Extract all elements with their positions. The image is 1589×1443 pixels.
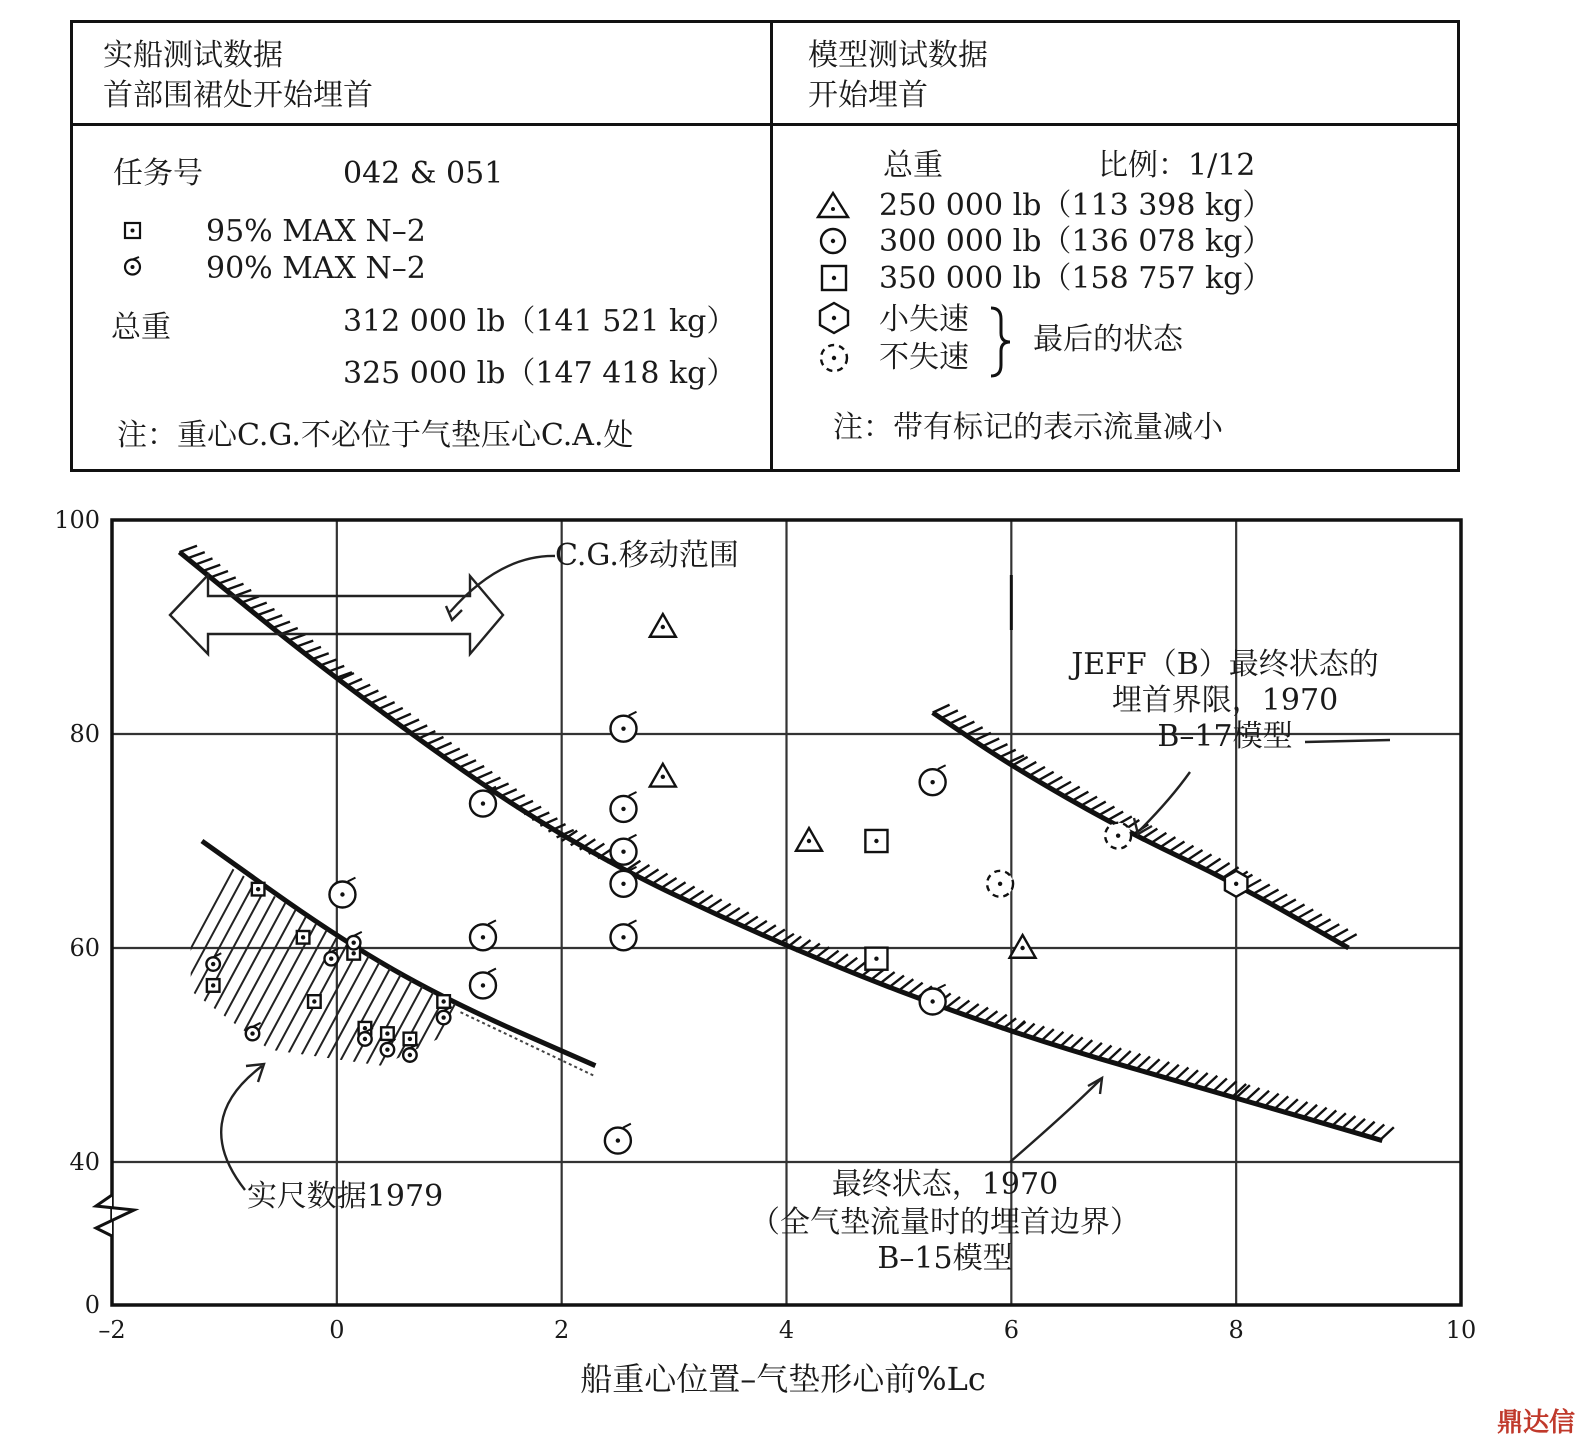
x-tick-label: 8	[1228, 1316, 1244, 1344]
boundary-hatch	[1079, 1040, 1093, 1053]
boundary-hatch	[1340, 934, 1356, 943]
left-header-line-1: 实船测试数据	[103, 38, 283, 73]
boundary-hatch	[833, 954, 848, 966]
legend-90-label: 90% MAX N–2	[206, 251, 426, 286]
boundary-hatch	[805, 944, 820, 956]
center-dot	[930, 999, 934, 1003]
boundary-hatch	[1275, 1096, 1289, 1109]
boundary-hatch	[361, 690, 378, 697]
hexagon-marker	[1225, 871, 1248, 897]
left-note: 注：重心C.G.不必位于气垫压心C.A.处	[117, 418, 634, 453]
left-header-line-2: 首部围裙处开始埋首	[103, 78, 373, 113]
flag-stroke	[488, 969, 496, 973]
circle-marker	[920, 985, 946, 1015]
center-dot	[930, 780, 934, 784]
center-dot	[385, 1047, 389, 1051]
boundary-hatch	[311, 653, 329, 659]
hatch-stroke	[400, 820, 540, 1080]
circle-marker	[610, 712, 636, 742]
boundary-hatch	[241, 596, 259, 602]
boundary-hatch	[459, 760, 476, 767]
boundary-hatch	[1072, 792, 1088, 801]
dashed-circle-marker	[1105, 823, 1131, 849]
flag-stroke	[488, 920, 496, 924]
center-dot	[351, 940, 355, 944]
center-dot	[1020, 946, 1024, 950]
boundary-hatch	[467, 766, 484, 773]
boundary-hatch	[296, 641, 314, 647]
center-dot	[661, 625, 665, 629]
flag-stroke	[629, 835, 637, 839]
center-dot	[441, 1015, 445, 1019]
boundary-hatch	[899, 979, 914, 991]
flag-stroke	[629, 792, 637, 796]
center-dot	[301, 935, 305, 939]
boundary-hatch	[402, 720, 419, 727]
legend-95-label: 95% MAX N–2	[206, 214, 426, 249]
boundary-hatch	[688, 891, 704, 901]
square-dot-marker	[404, 1033, 417, 1046]
center-dot	[256, 887, 260, 891]
center-dot	[481, 983, 485, 987]
triangle-marker	[796, 828, 822, 851]
boundary-hatch	[1187, 850, 1203, 860]
center-dot	[661, 775, 665, 779]
boundary-hatch	[1284, 1099, 1298, 1112]
b17-label-3: B–17模型	[1157, 719, 1293, 754]
square-dot-marker	[437, 995, 450, 1008]
flag-stroke	[938, 765, 946, 769]
square-marker	[865, 830, 887, 852]
cg-range-label: C.G.移动范围	[555, 538, 739, 573]
boundary-hatch	[652, 874, 668, 884]
boundary-hatch	[443, 749, 460, 756]
center-dot	[312, 999, 316, 1003]
center-dot	[621, 850, 625, 854]
boundary-hatch	[303, 647, 321, 653]
left-weight-1: 312 000 lb（141 521 kg）	[343, 304, 737, 339]
boundary-hatch	[1107, 1048, 1121, 1061]
circle-marker	[329, 878, 355, 908]
boundary-hatch	[1088, 1043, 1102, 1056]
flag-stroke	[629, 920, 637, 924]
boundary-hatch	[964, 1004, 979, 1016]
boundary-hatch	[1280, 899, 1296, 908]
circle-marker	[470, 969, 496, 999]
legend-350-label: 350 000 lb（158 757 kg）	[879, 261, 1273, 296]
boundary-hatch	[880, 972, 895, 984]
boundary-hatch	[1194, 1073, 1208, 1086]
boundary-hatch	[824, 951, 839, 963]
b15-label-2: （全气垫流量时的埋首边界）	[750, 1205, 1140, 1240]
boundary-hatch	[475, 772, 492, 779]
right-note: 注：带有标记的表示流量减小	[833, 410, 1223, 445]
square-dot-marker	[297, 931, 310, 944]
circle-flag-marker	[403, 1044, 418, 1062]
legend-300-label: 300 000 lb（136 078 kg）	[879, 224, 1273, 259]
boundary-hatch	[218, 577, 236, 583]
boundary-hatch	[1160, 837, 1176, 847]
boundary-hatch	[386, 708, 403, 715]
center-dot	[408, 1037, 412, 1041]
flag-stroke	[629, 712, 637, 716]
boundary-hatch	[1380, 1127, 1394, 1140]
boundary-hatch	[661, 878, 677, 888]
boundary-hatch	[1223, 1081, 1237, 1094]
left-weight-2: 325 000 lb（147 418 kg）	[343, 356, 737, 391]
full-scale-label: 实尺数据1979	[246, 1179, 444, 1214]
boundary-hatch	[670, 882, 686, 892]
boundary-hatch	[1117, 1051, 1131, 1064]
boundary-hatch	[1332, 929, 1348, 938]
boundary-hatch	[1332, 1113, 1346, 1126]
boundary-hatch	[679, 887, 695, 897]
left-weight-label: 总重	[111, 310, 171, 345]
hatch-stroke	[638, 820, 778, 1080]
boundary-hatch	[1081, 797, 1097, 806]
mission-value: 042 & 051	[343, 156, 504, 191]
hatch-stroke	[624, 820, 764, 1080]
b15-label-1: 最终状态，1970	[831, 1167, 1059, 1202]
center-dot	[408, 1053, 412, 1057]
center-dot	[1116, 833, 1120, 837]
scale-label: 比例：1/12	[1098, 148, 1256, 183]
boundary-hatch	[1156, 1062, 1170, 1075]
boundary-hatch	[991, 744, 1008, 752]
boundary-hatch	[1204, 1076, 1218, 1089]
small-stall-label: 小失速	[879, 302, 969, 337]
hatch-stroke	[652, 820, 792, 1080]
no-stall-label: 不失速	[879, 340, 969, 375]
boundary-hatch	[369, 696, 386, 703]
circle-marker	[610, 792, 636, 822]
boundary-hatch	[410, 725, 427, 732]
boundary-hatch	[1297, 909, 1313, 918]
boundary-hatch	[1029, 767, 1045, 776]
circle-marker	[470, 920, 496, 950]
center-dot	[481, 801, 485, 805]
center-dot	[385, 1031, 389, 1035]
boundary-hatch	[1361, 1122, 1375, 1135]
boundary-hatch	[1246, 1088, 1260, 1101]
circle-marker	[610, 835, 636, 865]
x-tick-label: –2	[98, 1316, 126, 1344]
hatch-stroke	[666, 820, 806, 1080]
boundary-hatch	[742, 917, 758, 927]
square-marker	[865, 948, 887, 970]
hatch-stroke	[568, 820, 708, 1080]
center-dot	[621, 807, 625, 811]
boundary-hatch	[1151, 833, 1167, 843]
circle-marker	[605, 1124, 631, 1154]
boundary-hatch	[1196, 854, 1212, 864]
boundary-hatch	[1055, 782, 1071, 791]
hatch-stroke	[526, 820, 666, 1080]
circle-flag-marker	[206, 953, 221, 971]
right-weight-label: 总重	[883, 148, 943, 183]
boundary-hatch	[1127, 1054, 1141, 1067]
boundary-hatch	[1254, 885, 1270, 894]
boundary-hatch	[769, 930, 785, 940]
boundary-hatch	[1089, 802, 1105, 811]
boundary-hatch	[195, 558, 213, 564]
boundary-hatch	[345, 679, 362, 686]
center-dot	[250, 1031, 254, 1035]
boundary-hatch	[724, 908, 740, 918]
flag-stroke	[253, 1023, 261, 1027]
boundary-hatch	[226, 584, 244, 590]
boundary-hatch	[1069, 1037, 1083, 1050]
center-dot	[340, 892, 344, 896]
boundary-hatch	[949, 716, 966, 724]
boundary-hatch	[1059, 1035, 1073, 1048]
triangle-marker	[650, 764, 676, 787]
boundary-hatch	[933, 705, 950, 713]
boundary-hatch	[1050, 1032, 1064, 1045]
stall-group-label: 最后的状态	[1033, 322, 1183, 357]
center-dot	[621, 726, 625, 730]
circle-flag-marker	[347, 932, 362, 950]
center-dot	[998, 882, 1002, 886]
legend-250-label: 250 000 lb（113 398 kg）	[879, 188, 1273, 223]
boundary-hatch	[1313, 1108, 1327, 1121]
boundary-hatch	[1213, 1079, 1227, 1092]
center-dot	[807, 839, 811, 843]
axis-break-icon	[96, 1195, 134, 1236]
center-dot	[621, 882, 625, 886]
boundary-hatch	[889, 976, 904, 988]
square-dot-marker	[207, 979, 220, 992]
x-tick-label: 0	[329, 1316, 345, 1344]
y-tick-label: 100	[54, 506, 100, 534]
x-tick-label: 6	[1003, 1316, 1019, 1344]
boundary-hatch	[1314, 919, 1330, 928]
center-dot	[874, 957, 878, 961]
boundary-hatch	[1255, 1091, 1269, 1104]
circle-marker	[610, 920, 636, 950]
b17-arrow-icon	[1140, 772, 1190, 830]
center-dot	[211, 962, 215, 966]
triangle-marker	[650, 614, 676, 637]
triangle-marker	[1010, 935, 1036, 958]
boundary-hatch	[1098, 807, 1114, 816]
boundary-hatch	[319, 660, 337, 666]
center-dot	[329, 957, 333, 961]
square-dot-marker	[252, 883, 265, 896]
circle-marker	[920, 765, 946, 795]
boundary-hatch	[179, 546, 197, 552]
y-tick-label: 80	[69, 720, 100, 748]
boundary-hatch	[327, 666, 345, 672]
flag-stroke	[938, 985, 946, 989]
full-scale-arrow-icon	[221, 1066, 262, 1190]
boundary-hatch	[288, 634, 306, 640]
hatch-stroke	[120, 820, 260, 1080]
boundary-hatch	[1037, 772, 1053, 781]
boundary-hatch	[353, 685, 370, 692]
boundary-hatch	[451, 754, 468, 761]
b15-label-3: B–15模型	[877, 1241, 1013, 1276]
boundary-hatch	[715, 904, 731, 914]
boundary-hatch	[508, 795, 525, 802]
boundary-hatch	[1063, 787, 1079, 796]
boundary-hatch	[908, 983, 923, 995]
y-tick-label: 60	[69, 934, 100, 962]
boundary-hatch	[203, 565, 221, 571]
boundary-hatch	[1136, 1057, 1150, 1070]
x-axis-label: 船重心位置–气垫形心前%Lc	[580, 1360, 986, 1398]
b15-arrow-icon	[1010, 1080, 1100, 1162]
center-dot	[481, 935, 485, 939]
boundary-hatch	[500, 789, 517, 796]
boundary-hatch	[973, 1008, 988, 1020]
boundary-hatch	[1205, 859, 1221, 869]
boundary-hatch	[426, 737, 443, 744]
boundary-hatch	[1323, 1110, 1337, 1123]
center-dot	[616, 1138, 620, 1142]
boundary-hatch	[955, 1001, 970, 1013]
b17-label-1: JEFF（B）最终状态的	[1071, 647, 1379, 682]
boundary-hatch	[1342, 1116, 1356, 1129]
b17-label-2: 埋首界限，1970	[1111, 683, 1339, 718]
boundary-hatch	[957, 722, 974, 730]
boundary-hatch	[516, 801, 533, 808]
boundary-hatch	[483, 778, 500, 785]
mission-label: 任务号	[113, 156, 203, 191]
boundary-hatch	[1306, 914, 1322, 923]
boundary-hatch	[1184, 1070, 1198, 1083]
boundary-hatch	[1214, 863, 1230, 873]
b17-leader-line	[1305, 740, 1390, 742]
boundary-hatch	[1271, 895, 1287, 904]
boundary-hatch	[697, 895, 713, 905]
boundary-hatch	[1175, 1068, 1189, 1081]
square-dot-marker	[308, 995, 321, 1008]
boundary-hatch	[1146, 1059, 1160, 1072]
x-tick-label: 10	[1445, 1316, 1477, 1344]
boundary-hatch	[1351, 1119, 1365, 1132]
flag-stroke	[623, 1124, 631, 1128]
boundary-hatch	[1371, 1124, 1385, 1137]
boundary-hatch	[706, 899, 722, 909]
square-dot-marker	[381, 1027, 394, 1040]
boundary-hatch	[843, 958, 858, 970]
y-tick-label: 40	[69, 1148, 100, 1176]
center-dot	[363, 1037, 367, 1041]
center-dot	[211, 983, 215, 987]
center-dot	[621, 935, 625, 939]
boundary-hatch	[941, 710, 958, 718]
boundary-hatch	[1020, 762, 1036, 771]
boundary-hatch	[1178, 846, 1194, 856]
x-tick-label: 4	[778, 1316, 795, 1344]
boundary-hatch	[983, 1011, 998, 1023]
center-dot	[351, 951, 355, 955]
boundary-hatch	[643, 869, 659, 879]
boundary-hatch	[1165, 1065, 1179, 1078]
watermark-logo: 鼎达信	[1496, 1408, 1575, 1438]
boundary-hatch	[249, 603, 267, 609]
center-dot	[441, 999, 445, 1003]
center-dot	[874, 839, 878, 843]
boundary-hatch	[1098, 1046, 1112, 1059]
boundary-hatch	[1323, 924, 1339, 933]
y-tick-label: 0	[84, 1291, 100, 1319]
right-header-line-1: 模型测试数据	[808, 38, 988, 73]
boundary-hatch	[1262, 890, 1278, 899]
x-tick-label: 2	[554, 1316, 570, 1344]
boundary-hatch	[272, 622, 290, 628]
boundary-hatch	[733, 912, 749, 922]
boundary-hatch	[1294, 1102, 1308, 1115]
center-dot	[1234, 882, 1238, 886]
boundary-hatch	[265, 615, 283, 621]
boundary-hatch	[210, 571, 228, 577]
boundary-hatch	[982, 739, 999, 747]
boundary-hatch	[435, 743, 452, 750]
flag-stroke	[354, 932, 362, 936]
boundary-hatch	[1169, 841, 1185, 851]
right-header-line-2: 开始埋首	[808, 78, 928, 113]
center-dot	[363, 1026, 367, 1030]
boundary-hatch	[1107, 812, 1123, 821]
boundary-hatch	[187, 552, 205, 558]
boundary-extension	[460, 1012, 595, 1076]
boundary-hatch	[999, 750, 1016, 758]
boundary-hatch	[751, 921, 767, 931]
boundary-hatch	[945, 997, 960, 1009]
flag-stroke	[348, 878, 356, 882]
boundary-hatch	[760, 925, 776, 935]
boundary-hatch	[1265, 1094, 1279, 1107]
hatch-stroke	[428, 820, 568, 1080]
boundary-hatch	[1046, 777, 1062, 786]
boundary-hatch	[257, 609, 275, 615]
boundary-hatch	[394, 714, 411, 721]
dashed-circle-marker	[987, 871, 1013, 897]
boundary-hatch	[378, 702, 395, 709]
boundary-hatch	[1303, 1105, 1317, 1118]
boundary-hatch	[1288, 904, 1304, 913]
